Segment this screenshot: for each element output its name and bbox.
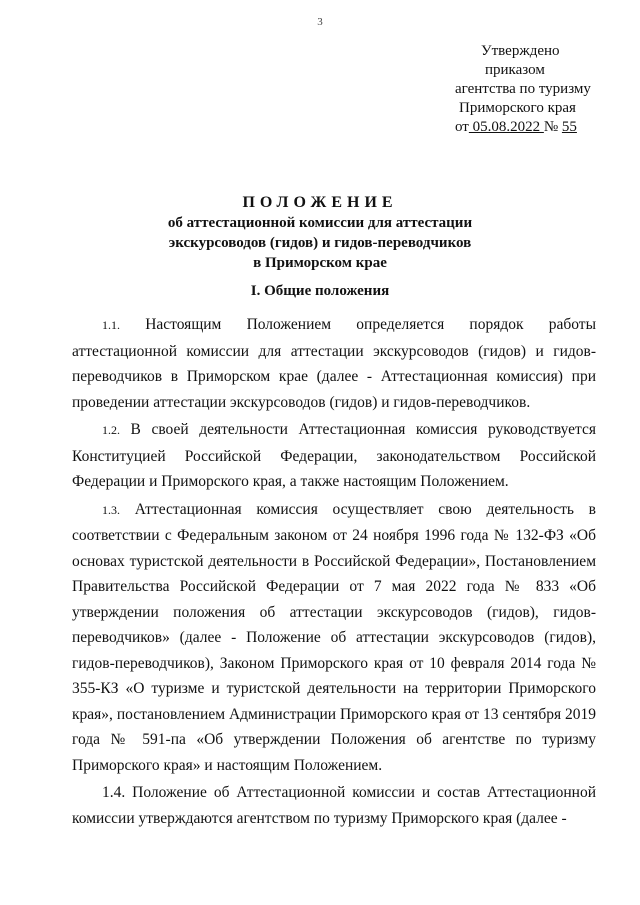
document-subtitle: в Приморском крае (253, 255, 387, 271)
approval-date: 05.08.2022 (468, 119, 544, 135)
page-number: 3 (317, 16, 323, 28)
paragraph-number: 1.4. (102, 784, 126, 801)
paragraph-number: 1.2. (102, 423, 120, 437)
paragraph (72, 312, 596, 415)
paragraph-text: Аттестационная комиссия осуществляет свою деятельность в соответствии с Федеральным законом от 24 ноября 1996 года № 132-ФЗ «Об основах туристской деятельности в Российской Федерации», Постановлением Правительства Российской Федерации от 7 мая 2022 года № 833 «Об утверждении положения об аттестации экскурсоводов (гидов), гидов-переводчиков» (далее - Положение об аттестации экскурсоводов (гидов), гидов-переводчиков), Законом Приморского края от 10 февраля 2014 года № 355-КЗ «О туризме и туристской деятельности на территории Приморского края», постановлением Администрации Приморского края от 13 сентября 2019 года № 591-па «Об утверждении Положения об агентстве по туризму Приморского края» и настоящим Положением. (72, 500, 596, 774)
paragraph (72, 497, 596, 779)
approval-line: приказом (485, 62, 545, 78)
paragraph-number: 1.3. (102, 502, 120, 517)
document-body (72, 312, 596, 833)
document-title: ПОЛОЖЕНИЕ (242, 194, 398, 211)
paragraph-number: 1.1. (102, 318, 120, 332)
approval-date-line (455, 118, 635, 137)
document-subtitle: экскурсоводов (гидов) и гидов-переводчиков (168, 235, 472, 251)
paragraph-text: Положение об Аттестационной комиссии и состав Аттестационной комиссии утверждаются агентством по туризму Приморского края (далее - (72, 784, 596, 827)
approval-stamp (455, 42, 635, 137)
approval-line: Утверждено (481, 43, 560, 59)
section-heading: I. Общие положения (250, 283, 390, 299)
paragraph (72, 417, 596, 495)
paragraph-text: Настоящим Положением определяется порядок работы аттестационной комиссии для аттестации экскурсоводов (гидов) и гидов-переводчиков в Приморском крае (далее - Аттестационная комиссия) при проведении аттестации экскурсоводов (гидов) и гидов-переводчиков. (72, 316, 596, 411)
paragraph (72, 780, 596, 831)
document-subtitle: об аттестационной комиссии для аттестации (167, 215, 473, 231)
paragraph-text: В своей деятельности Аттестационная комиссия руководствуется Конституцией Российской Федерации, законодательством Российской Федерации и Приморского края, а также настоящим Положением. (72, 421, 596, 490)
document-title-block (0, 193, 640, 273)
number-prefix: № (543, 119, 562, 135)
approval-line: агентства по туризму (455, 81, 591, 97)
approval-line: Приморского края (459, 100, 576, 116)
approval-number: 55 (561, 119, 577, 135)
date-prefix: от (455, 119, 469, 135)
